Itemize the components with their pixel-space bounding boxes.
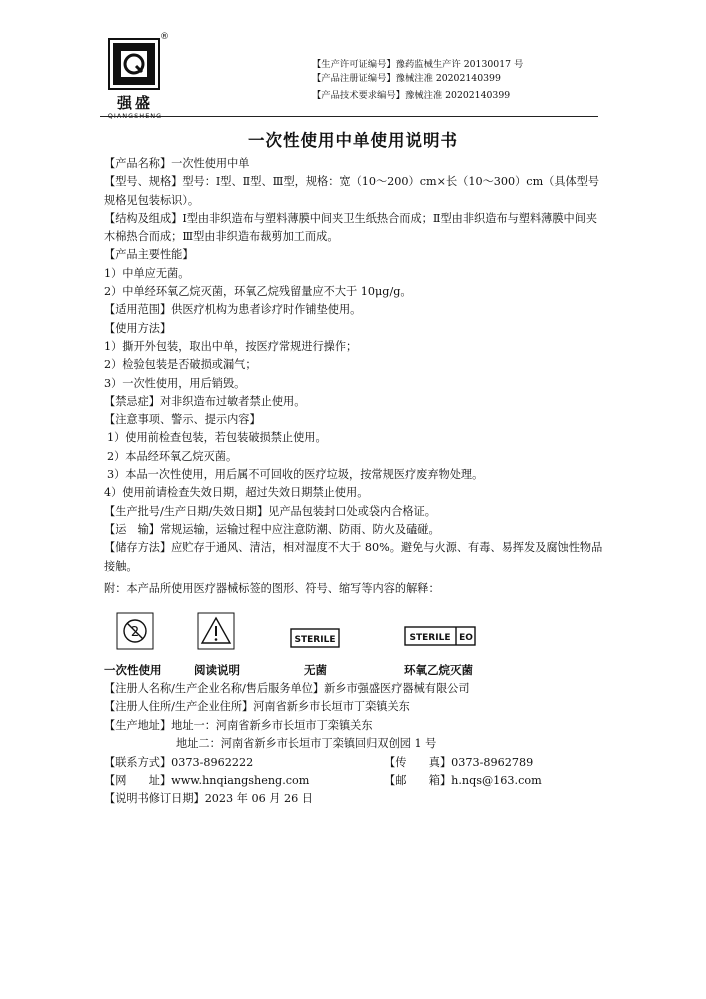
sterile-icon [290, 628, 340, 648]
qs-logo-mark [108, 38, 160, 90]
sterile-label: 无菌 [304, 663, 327, 677]
usage-item: 1）撕开外包装，取出中单，按医疗常规进行操作； [104, 339, 358, 353]
revision-date-line: 【说明书修订日期】2023 年 06 月 26 日 [104, 792, 313, 806]
svg-text:2: 2 [130, 625, 140, 640]
usage-item: 2）检验包装是否破损或漏气； [104, 358, 257, 372]
performance-item: 2）中单经环氧乙烷灭菌，环氧乙烷残留量应不大于 10μg/g。 [104, 285, 412, 299]
performance-item: 1）中单应无菌。 [104, 266, 190, 280]
storage-line: 【储存方法】应贮存于通风、清洁，相对湿度不大于 80%。避免与火源、有毒、易挥发及腐蚀性物品接触。 [104, 541, 603, 573]
eo-text: EO [459, 633, 473, 643]
email-line[interactable]: 【邮 箱】h.nqs@163.com [384, 773, 542, 787]
contact-row [104, 754, 604, 772]
registered-mark: ® [160, 32, 169, 42]
instructions-body [104, 155, 604, 598]
brand-name-cn: 强盛 [116, 94, 153, 112]
sterile-eo-icon [404, 626, 476, 646]
sterile-eo-text: STERILE [409, 633, 451, 643]
symbols-note: 附：本产品所使用医疗器械标签的图形、符号、缩写等内容的解释： [104, 581, 440, 595]
read-instructions-label: 阅读说明 [194, 663, 240, 677]
usage-heading: 【使用方法】 [104, 321, 172, 335]
precaution-item: 2）本品经环氧乙烷灭菌。 [107, 449, 238, 463]
address-line: 【注册人住所/生产企业住所】河南省新乡市长垣市丁栾镇关东 [104, 700, 410, 714]
precaution-item: 1）使用前检查包装，若包装破损禁止使用。 [107, 431, 327, 445]
document-title: 一次性使用中单使用说明书 [248, 131, 458, 150]
contraindication-line: 【禁忌症】对非织造布过敏者禁止使用。 [104, 394, 306, 408]
tech-requirement-number: 【产品技术要求编号】豫械注准 20202140399 [312, 90, 511, 101]
fax-line: 【传 真】0373-8962789 [384, 755, 534, 769]
license-number: 【生产许可证编号】豫药监械生产许 20130017 号 [312, 59, 524, 70]
production-address-2: 地址二：河南省新乡市长垣市丁栾镇回归双创园 1 号 [176, 737, 437, 751]
precaution-item: 4）使用前请检查失效日期，超过失效日期禁止使用。 [104, 486, 369, 500]
usage-item: 3）一次性使用，用后销毁。 [104, 376, 246, 390]
company-logo [100, 32, 170, 120]
product-name-line: 【产品名称】一次性使用中单 [104, 157, 250, 170]
single-use-icon [116, 612, 154, 650]
web-row [104, 772, 604, 790]
sterile-text: STERILE [294, 635, 336, 645]
production-address-1: 【生产地址】地址一：河南省新乡市长垣市丁栾镇关东 [104, 718, 373, 732]
registration-number: 【产品注册证编号】豫械注准 20202140399 [312, 73, 501, 84]
precautions-heading: 【注意事项、警示、提示内容】 [104, 413, 261, 427]
registrant-line: 【注册人名称/生产企业名称/售后服务单位】新乡市强盛医疗器械有限公司 [104, 682, 470, 695]
brand-name-en: QIANGSHENG [107, 112, 163, 120]
structure-line: 【结构及组成】Ⅰ型由非织造布与塑料薄膜中间夹卫生纸热合而成；Ⅱ型由非织造布与塑料薄膜中间夹木棉热合而成；Ⅲ型由非织造布裁剪加工而成。 [104, 211, 598, 244]
batch-date-line: 【生产批号/生产日期/失效日期】见产品包装封口处或袋内合格证。 [104, 504, 436, 518]
transport-line: 【运 输】常规运输，运输过程中应注意防潮、防雨、防火及磕碰。 [104, 522, 440, 536]
website-line[interactable]: 【网 址】www.hnqiangsheng.com [104, 773, 310, 787]
header-rule [100, 116, 598, 117]
phone-line: 【联系方式】0373-8962222 [104, 755, 254, 769]
single-use-label: 一次性使用 [104, 663, 162, 677]
sterile-eo-label: 环氧乙烷灭菌 [404, 663, 473, 677]
precaution-item: 3）本品一次性使用，用后属不可回收的医疗垃圾，按常规医疗废弃物处理。 [107, 468, 484, 482]
manufacturer-info [104, 680, 604, 809]
model-spec-line: 【型号、规格】型号：Ⅰ型、Ⅱ型、Ⅲ型，规格：宽（10～200）cm×长（10～300）cm（具体型号规格见包装标识）。 [104, 175, 600, 207]
performance-heading: 【产品主要性能】 [104, 248, 194, 262]
scope-line: 【适用范围】供医疗机构为患者诊疗时作铺垫使用。 [104, 303, 362, 317]
caution-read-icon [197, 612, 235, 650]
